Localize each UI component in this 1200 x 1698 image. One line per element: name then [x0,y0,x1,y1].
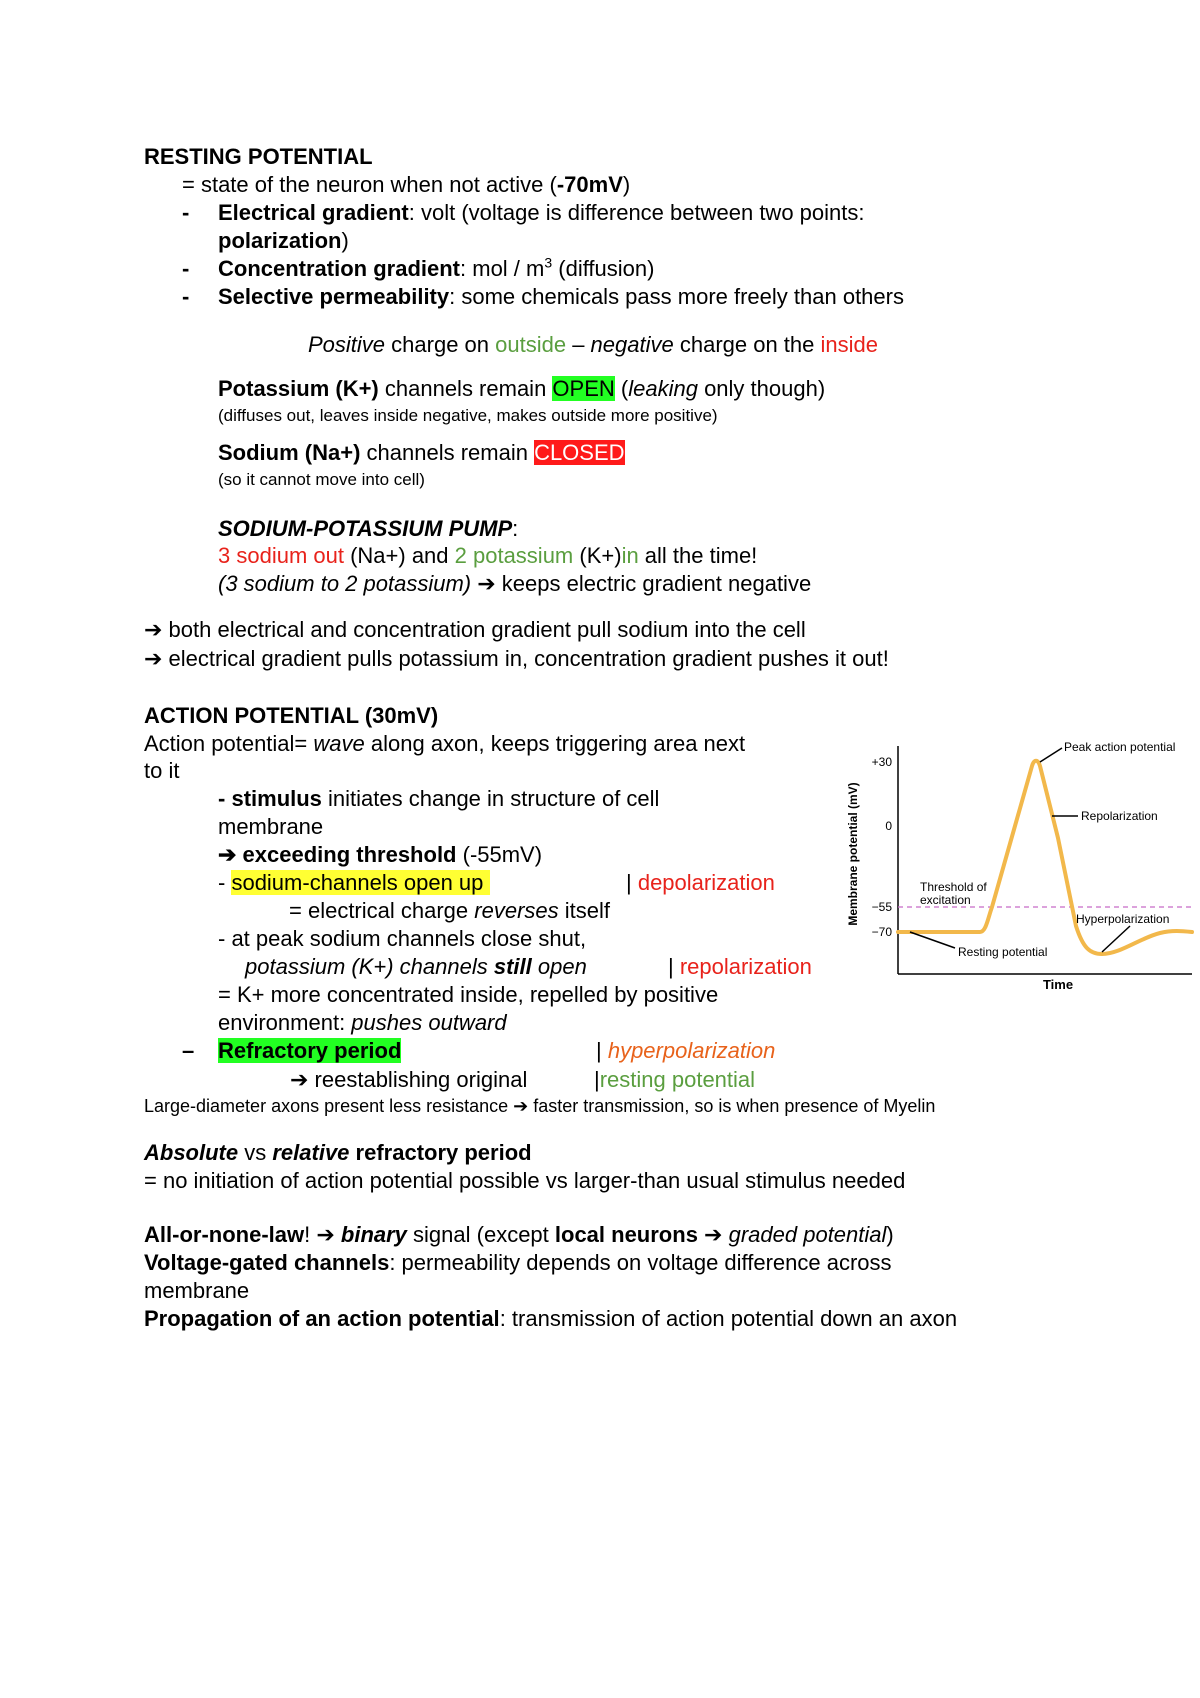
resting-potential-label: |resting potential [594,1067,756,1092]
concentration-gradient-item: Concentration gradient: mol / $m^3$ (diffusion) [218,254,655,281]
resting-potential-label: Resting potential [958,945,1048,959]
pushes-outward: environment: pushes outward [218,1010,507,1035]
charge-statement: Positive charge on outside – negative charge on the inside [308,332,878,357]
potassium-note: (diffuses out, leaves inside negative, makes outside more positive) [218,406,718,425]
resting-pointer [910,932,955,948]
tick-label: +30 [871,755,892,769]
peak-step: - at peak sodium channels close shut, [218,926,587,951]
electrical-gradient-cont: polarization) [218,228,349,253]
peak-pointer [1040,748,1062,762]
repolarization-label: | repolarization [668,954,812,979]
arrow-line-1: ➔ both electrical and concentration gradient pull sodium into the cell [144,617,806,642]
voltage-gated-cont: membrane [144,1278,250,1303]
refractory-step [218,1038,401,1064]
threshold-label-2: excitation [920,893,971,907]
arrow-line-2: ➔ electrical gradient pulls potassium in, concentration gradient pushes it out! [144,646,889,671]
sodium-open-highlight: sodium-channels open up [231,870,484,895]
bullet-dash: - [182,284,190,309]
stimulus-step: - stimulus initiates change in structure of cell [218,786,660,811]
action-intro-cont: to it [144,758,180,783]
threshold-label-1: Threshold of [920,880,987,894]
repelled-note: = K+ more concentrated inside, repelled by positive [218,982,719,1007]
bullet-dash: - [182,256,190,281]
repolarization-label: Repolarization [1081,809,1158,823]
electrical-gradient-item: Electrical gradient: volt (voltage is difference between two points: [218,200,865,225]
resting-definition: = state of the neuron when not active (-70mV) [182,172,631,197]
closed-highlight: CLOSED [534,440,625,465]
resting-heading: RESTING POTENTIAL [144,144,373,169]
bullet-dash: – [182,1038,195,1063]
pump-line-2: (3 sodium to 2 potassium) ➔ keeps electric gradient negative [218,571,812,596]
selective-permeability-item: Selective permeability: some chemicals pass more freely than others [218,284,904,309]
pump-line-1: 3 sodium out (Na+) and 2 potassium (K+)in all the time! [218,543,758,568]
refractory-highlight: Refractory period [218,1038,402,1063]
propagation: Propagation of an action potential: transmission of action potential down an axon [144,1306,958,1331]
refractory-heading: Absolute vs relative refractory period [144,1140,532,1165]
tick-label: 0 [885,819,892,833]
reestablishing-step: ➔ reestablishing original [290,1067,528,1092]
refractory-definition: = no initiation of action potential possible vs larger-than usual stimulus needed [144,1168,906,1193]
depolarization-label: | depolarization [626,870,775,895]
sodium-note: (so it cannot move into cell) [218,470,425,489]
all-or-none-law: All-or-none-law! ➔ binary signal (except local neurons ➔ graded potential) [144,1222,894,1247]
pump-heading: SODIUM-POTASSIUM PUMP: [218,516,519,541]
threshold-step: ➔ exceeding threshold (-55mV) [218,842,543,867]
action-potential-diagram [840,726,1200,996]
action-intro: Action potential= wave along axon, keeps triggering area next [144,731,746,756]
hyperpolarization-label: | hyperpolarization [596,1038,776,1063]
bullet-dash: - [182,200,190,225]
potassium-still-open: potassium (K+) channels still open [245,954,587,979]
tick-label: −55 [871,900,892,914]
peak-label: Peak action potential [1064,740,1176,754]
stimulus-step-cont: membrane [218,814,324,839]
myelin-note: Large-diameter axons present less resistance ➔ faster transmission, so is when presence of Myelin [144,1096,936,1116]
tick-label: −70 [871,925,892,939]
open-highlight: OPEN [552,376,615,401]
potassium-channels: Potassium (K+) channels remain OPEN (leaking only though) [218,376,826,401]
hyperpolarization-label: Hyperpolarization [1076,912,1170,926]
y-axis-label: Membrane potential (mV) [846,782,860,926]
sodium-open-step: - sodium-channels open up [218,870,490,896]
voltage-gated-channels: Voltage-gated channels: permeability depends on voltage difference across [144,1250,892,1275]
charge-reverses: = electrical charge reverses itself [289,898,610,923]
x-axis-label: Time [1042,977,1074,992]
action-heading: ACTION POTENTIAL (30mV) [144,703,439,728]
sodium-channels: Sodium (Na+) channels remain CLOSED [218,440,625,465]
